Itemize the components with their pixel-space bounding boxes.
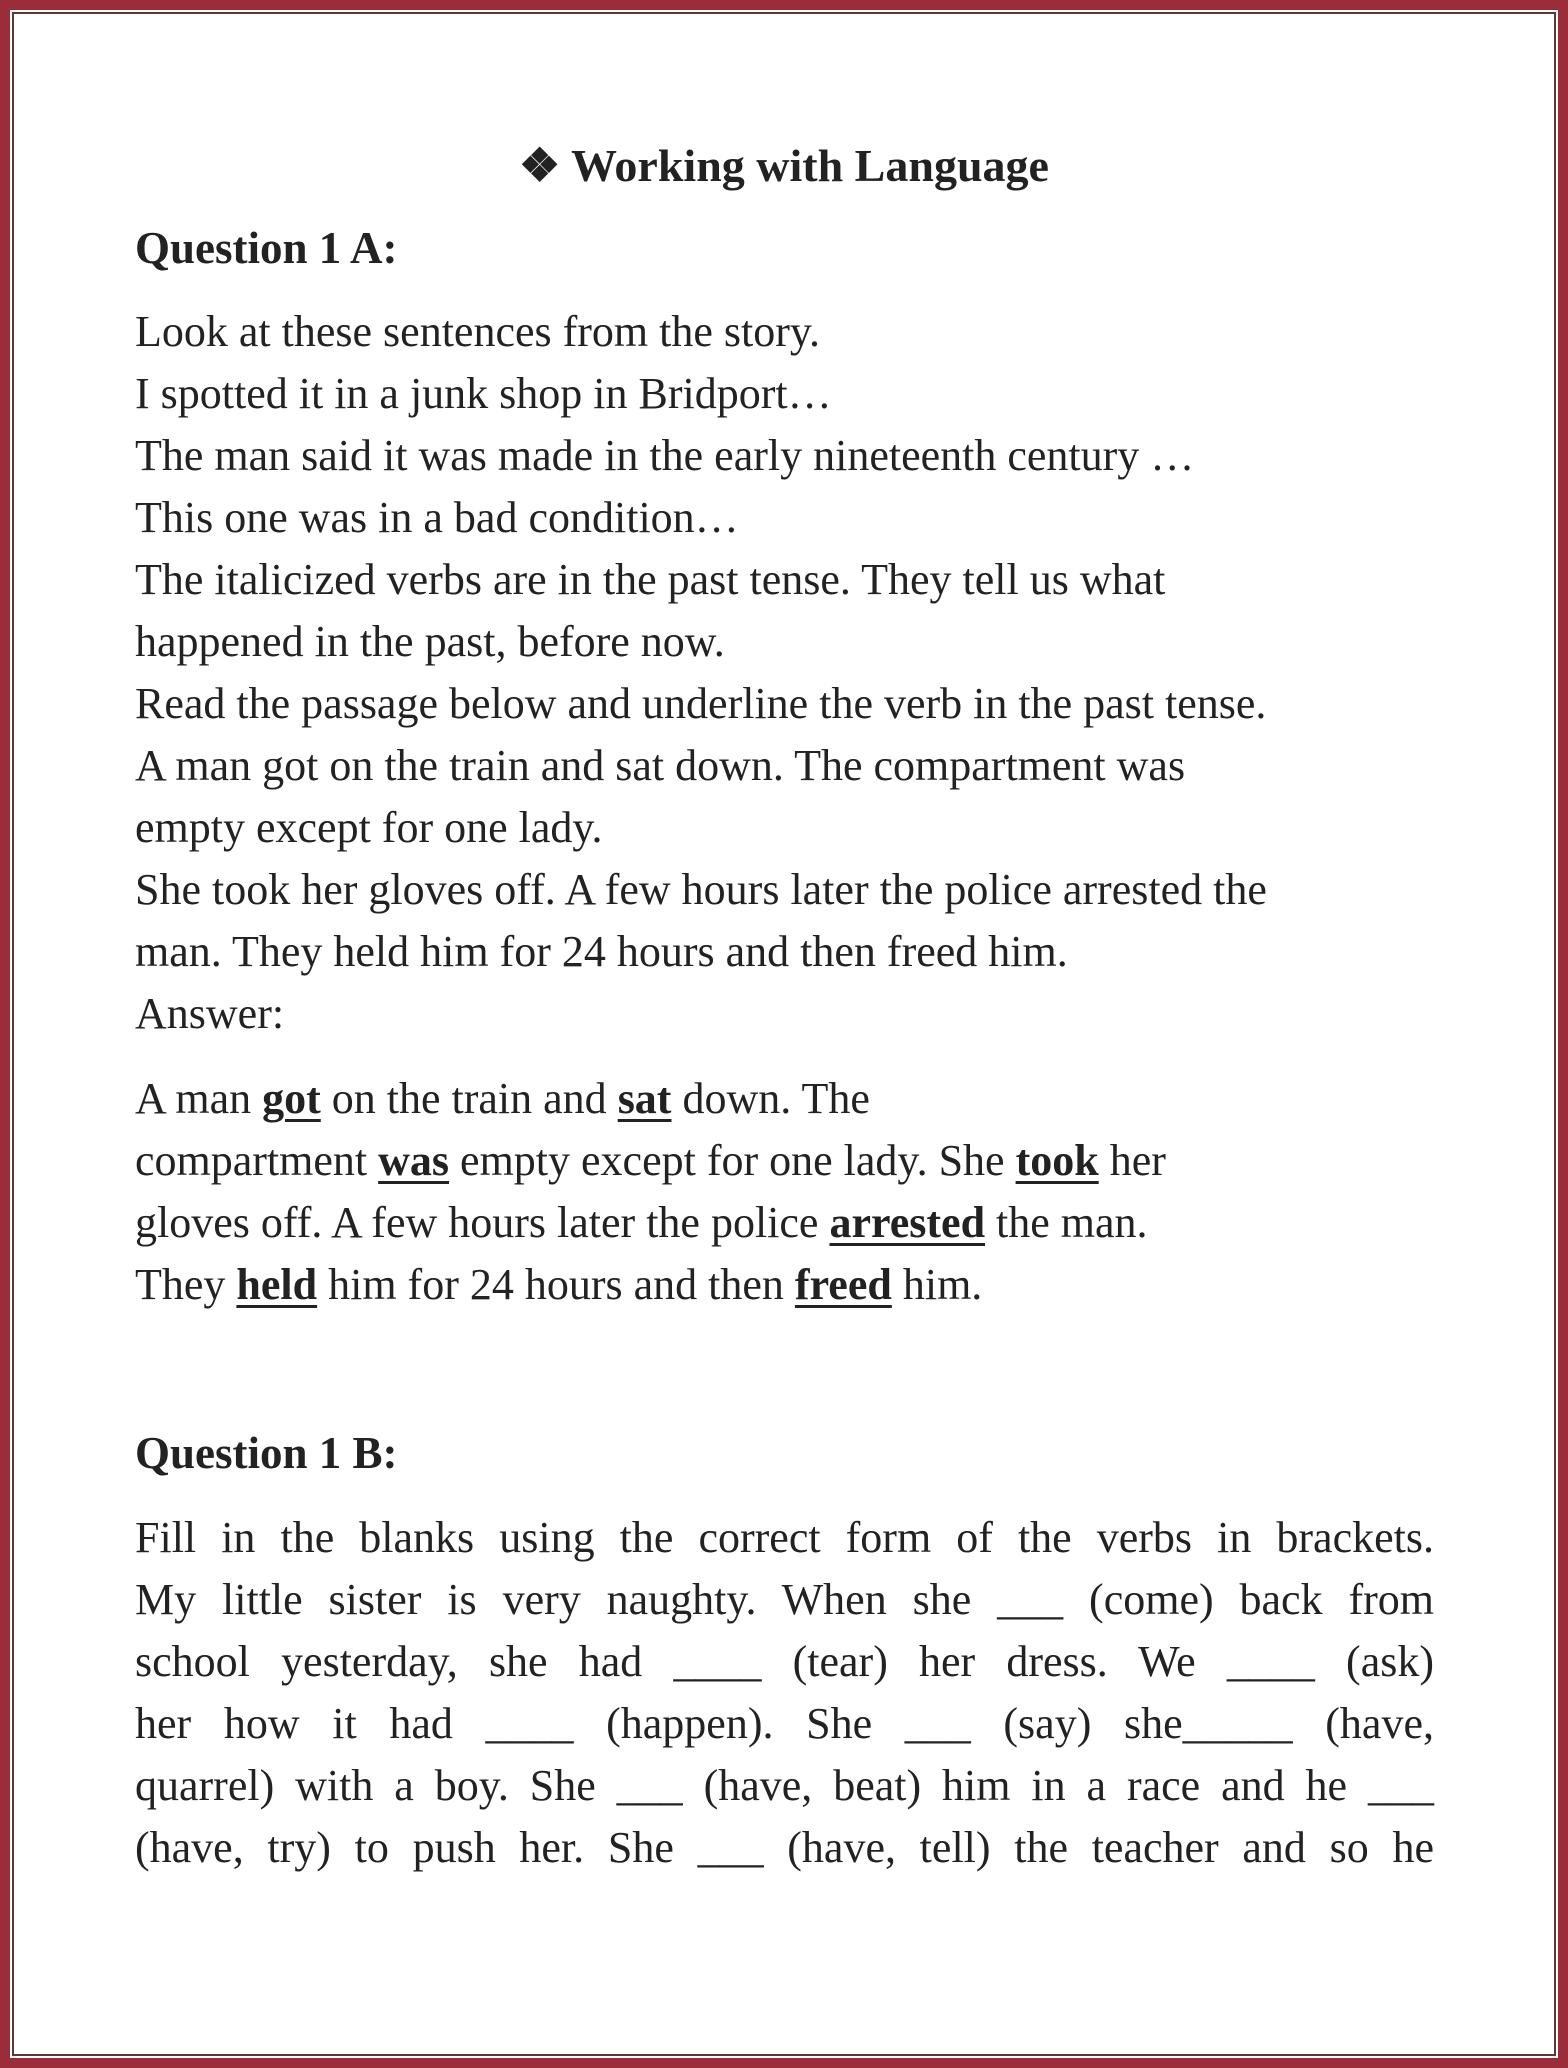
question-1a-answer [135,1068,1435,1316]
question-1b-heading: Question 1 B: [135,1428,398,1478]
text-line: her how it had ____ (happen). She ___ (say) she_____ (have, [135,1699,1434,1748]
text-line: school yesterday, she had ____ (tear) her dress. We ____ (ask) [135,1637,1434,1686]
answer-text: A man [135,1074,263,1123]
text-line: empty except for one lady. [135,803,603,852]
answer-text: gloves off. A few hours later the police [135,1198,830,1247]
past-tense-verb: took [1015,1136,1099,1185]
question-1a-text [135,301,1435,1045]
text-line: quarrel) with a boy. She ___ (have, beat) him in a race and he ___ [135,1761,1434,1810]
text-line: (have, try) to push her. She ___ (have, tell) the teacher and so he [135,1823,1434,1872]
section-title: ❖ Working with Language [519,140,1049,191]
text-line: Fill in the blanks using the correct form of the verbs in brackets. [135,1513,1434,1562]
text-line: Look at these sentences from the story. [135,307,821,356]
text-line: Read the passage below and underline the verb in the past tense. [135,679,1267,728]
text-line: She took her gloves off. A few hours later the police arrested the [135,865,1267,914]
text-line: My little sister is very naughty. When she ___ (come) back from [135,1575,1434,1624]
answer-text: the man. [985,1198,1148,1247]
answer-text: They [135,1260,237,1309]
question-1a-heading: Question 1 A: [135,223,398,273]
past-tense-verb: sat [617,1074,672,1123]
text-line: The man said it was made in the early nineteenth century … [135,431,1195,480]
answer-text: him for 24 hours and then [317,1260,795,1309]
question-1b-text [135,1507,1435,1879]
past-tense-verb: arrested [829,1198,986,1247]
past-tense-verb: got [262,1074,321,1123]
text-line: happened in the past, before now. [135,617,725,666]
text-line: man. They held him for 24 hours and then freed him. [135,927,1068,976]
answer-text: on the train and [320,1074,618,1123]
past-tense-verb: freed [794,1260,892,1309]
text-line: The italicized verbs are in the past tense. They tell us what [135,555,1166,604]
answer-line [135,1192,1435,1254]
text-line: This one was in a bad condition… [135,493,739,542]
answer-line [135,1068,1435,1130]
text-line: I spotted it in a junk shop in Bridport… [135,369,832,418]
answer-text: him. [891,1260,983,1309]
answer-text: her [1098,1136,1166,1185]
text-line: A man got on the train and sat down. The compartment was [135,741,1186,790]
past-tense-verb: was [378,1136,450,1185]
answer-line [135,1254,1435,1316]
answer-text: empty except for one lady. She [449,1136,1016,1185]
answer-text: down. The [671,1074,870,1123]
answer-line [135,1130,1435,1192]
past-tense-verb: held [236,1260,318,1309]
answer-text: compartment [135,1136,379,1185]
text-line: Answer: [135,989,285,1038]
